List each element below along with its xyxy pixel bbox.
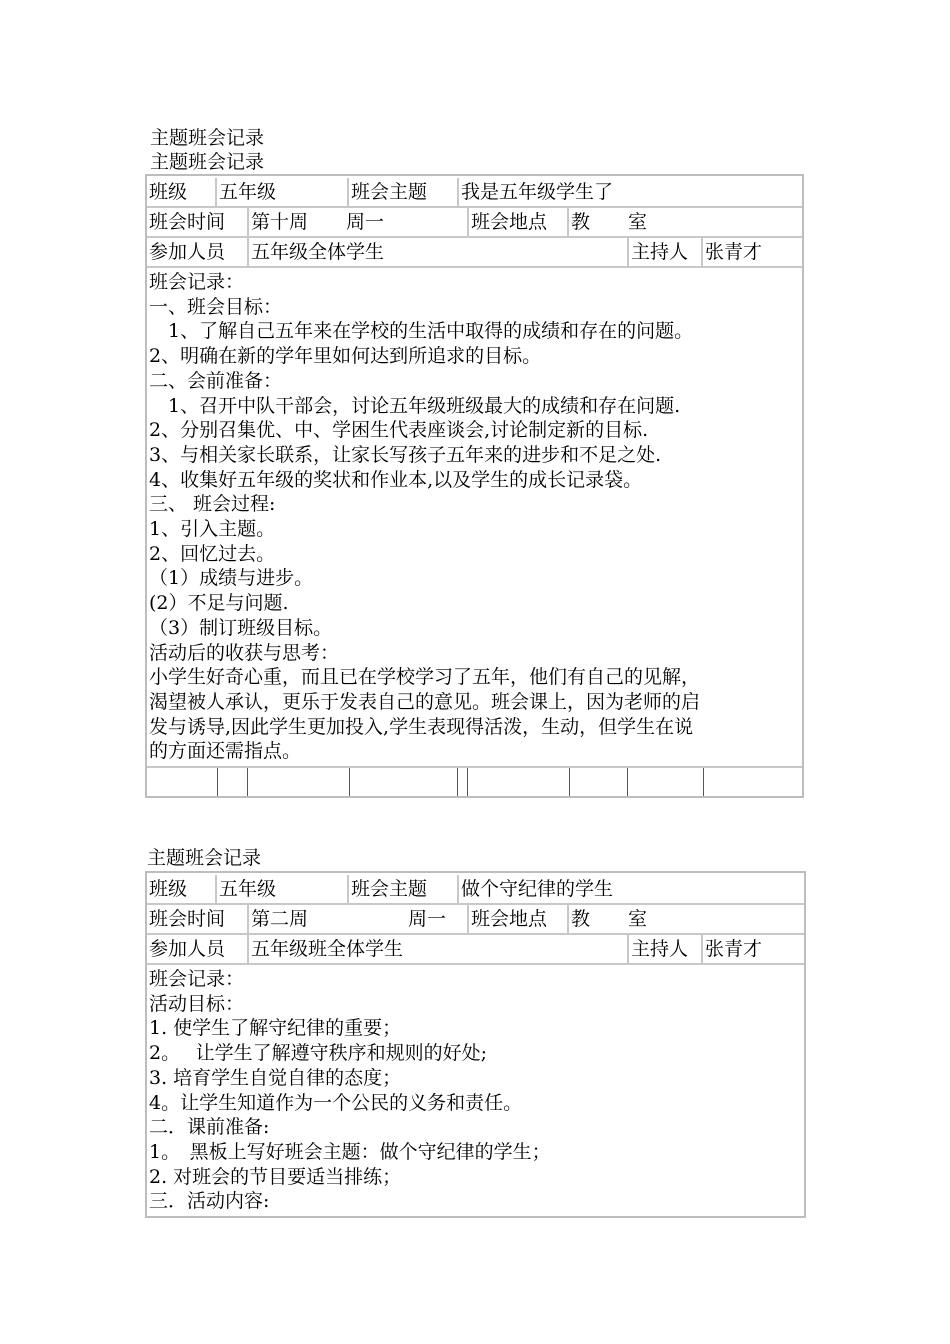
record2-row-time xyxy=(147,905,804,935)
note-line: 1. 使学生了解守纪律的重要； xyxy=(149,1017,402,1040)
theme-label: 班会主题 xyxy=(349,178,459,206)
week-value: 第十周 xyxy=(251,211,309,233)
note-line: 三、 班会过程: xyxy=(149,493,276,516)
day-value: 周一 xyxy=(408,908,447,930)
note-line: 3. 培育学生自觉自律的态度； xyxy=(149,1066,402,1089)
record2-row-class xyxy=(147,875,804,905)
note-line: 4。让学生知道作为一个公民的义务和责任。 xyxy=(149,1091,523,1114)
class-label: 班级 xyxy=(147,875,217,903)
place-value: 教 室 xyxy=(571,211,648,233)
record1-row-people xyxy=(147,238,802,268)
record2-row-people xyxy=(147,935,804,965)
theme-value: 做个守纪律的学生 xyxy=(461,878,614,900)
note-line: 3、与相关家长联系，让家长写孩子五年来的进步和不足之处. xyxy=(149,443,662,466)
theme-label: 班会主题 xyxy=(349,875,459,903)
note-line: 一、班会目标： xyxy=(149,295,283,318)
note-line: 2、明确在新的学年里如何达到所追求的目标。 xyxy=(149,345,542,368)
note-line: 二．课前准备: xyxy=(149,1116,270,1139)
record1-subtitle: 主题班会记录 xyxy=(150,151,265,173)
time-value xyxy=(249,208,469,236)
note-line: 班会记录： xyxy=(149,271,245,293)
note-line: 4、收集好五年级的奖状和作业本,以及学生的成长记录袋。 xyxy=(149,468,643,491)
record1-notes xyxy=(147,270,802,764)
note-line: 1。 黑板上写好班会主题：做个守纪律的学生； xyxy=(149,1140,551,1163)
record2-notes xyxy=(147,967,804,1214)
day-value: 周一 xyxy=(346,211,385,233)
place-label: 班会地点 xyxy=(469,905,569,933)
place-label: 班会地点 xyxy=(469,208,569,236)
note-line: 2. 对班会的节目要适当排练； xyxy=(149,1165,402,1188)
note-line: 1、召开中队干部会，讨论五年级班级最大的成绩和存在问题. xyxy=(149,394,681,417)
people-label: 参加人员 xyxy=(147,935,249,963)
people-label: 参加人员 xyxy=(147,238,249,266)
place-value: 教 室 xyxy=(571,908,648,930)
note-line: 活动后的收获与思考： xyxy=(149,641,340,664)
class-value: 五年级 xyxy=(217,178,349,206)
note-line: 三．活动内容: xyxy=(149,1190,270,1213)
record2-table xyxy=(145,871,806,1218)
class-label: 班级 xyxy=(147,178,217,206)
record1-empty-row xyxy=(147,766,802,796)
record1-row-time xyxy=(147,208,802,238)
note-line: 班会记录： xyxy=(149,968,245,990)
host-label: 主持人 xyxy=(629,935,703,963)
theme-value: 我是五年级学生了 xyxy=(461,181,614,203)
week-value: 第二周 xyxy=(251,908,309,930)
note-line: （1）成绩与进步。 xyxy=(149,567,314,590)
note-line: (2）不足与问题. xyxy=(149,592,289,615)
time-label: 班会时间 xyxy=(147,905,249,933)
record2-title: 主题班会记录 xyxy=(147,847,262,869)
note-line: 2。 让学生了解遵守秩序和规则的好处; xyxy=(149,1042,488,1065)
note-line: 二、会前准备： xyxy=(149,369,283,392)
record1-row-class xyxy=(147,178,802,208)
note-line: 小学生好奇心重，而且已在学校学习了五年，他们有自己的见解， xyxy=(149,666,701,689)
note-line: 1、引入主题。 xyxy=(149,518,276,541)
note-line: 2、回忆过去。 xyxy=(149,542,276,565)
note-line: 的方面还需指点。 xyxy=(149,740,302,763)
people-value: 五年级全体学生 xyxy=(249,238,629,266)
note-line: 活动目标： xyxy=(149,992,245,1015)
people-value: 五年级班全体学生 xyxy=(249,935,629,963)
record1-table xyxy=(145,174,804,798)
note-line: 渴望被人承认，更乐于发表自己的意见。班会课上，因为老师的启 xyxy=(149,690,701,713)
class-value: 五年级 xyxy=(217,875,349,903)
note-line: 发与诱导,因此学生更加投入,学生表现得活泼，生动，但学生在说 xyxy=(149,715,694,738)
note-line: （3）制订班级目标。 xyxy=(149,616,333,639)
note-line: 1、了解自己五年来在学校的生活中取得的成绩和存在的问题。 xyxy=(149,320,694,343)
record1-title: 主题班会记录 xyxy=(150,127,265,149)
time-label: 班会时间 xyxy=(147,208,249,236)
host-label: 主持人 xyxy=(629,238,703,266)
host-value: 张青才 xyxy=(705,241,763,263)
note-line: 2、分别召集优、中、学困生代表座谈会,讨论制定新的目标. xyxy=(149,419,649,442)
time-value xyxy=(249,905,469,933)
host-value: 张青才 xyxy=(705,938,763,960)
